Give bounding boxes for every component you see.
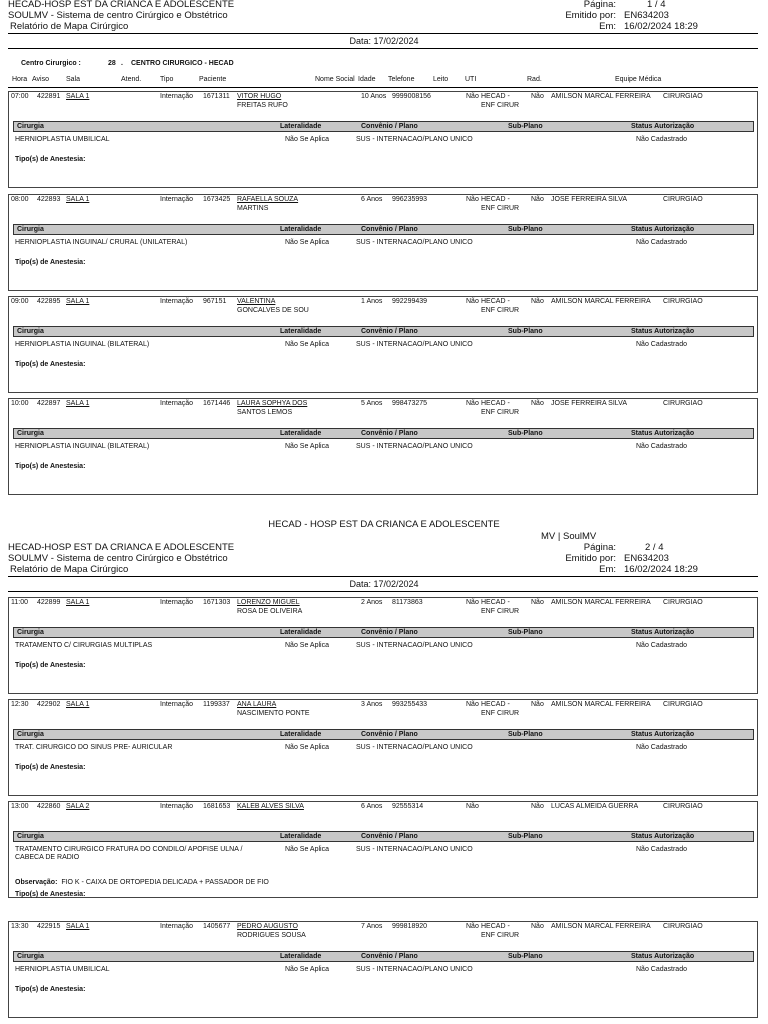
- patient-row: [9, 92, 757, 116]
- patient-row: [9, 922, 757, 946]
- funcao: CIRURGIAO: [663, 701, 703, 708]
- status-autorizacao: Não Cadastrado: [636, 642, 687, 649]
- sub-lateralidade: Lateralidade: [280, 123, 322, 130]
- sala: SALA 1: [66, 93, 90, 100]
- procedimento: HERNIOPLASTIA INGUINAL/ CRURAL (UNILATERAL): [15, 239, 188, 246]
- surgery-block: [8, 296, 758, 393]
- procedimento-linha2: CABECA DE RADIO: [15, 854, 80, 861]
- sub-convenio: Convênio / Plano: [361, 629, 418, 636]
- anestesia-label: Tipo(s) de Anestesia:: [15, 361, 86, 368]
- surgery-block: [8, 597, 758, 694]
- col-idade: Idade: [358, 76, 376, 83]
- issued-label: Emitido por:: [565, 10, 616, 21]
- paciente-linha2: SANTOS LEMOS: [237, 409, 293, 416]
- tipo: Internação: [160, 400, 194, 407]
- issued-value: EN634203: [624, 10, 669, 21]
- paciente-linha2: RODRIGUES SOUSA: [237, 932, 306, 939]
- sub-status: Status Autorização: [631, 328, 695, 335]
- procedimento: TRATAMENTO CIRURGICO FRATURA DO CONDILO/ APOFISE ULNA /: [15, 846, 243, 853]
- idade: 3 Anos: [361, 701, 383, 708]
- convenio: SUS - INTERNACAO/PLANO UNICO: [356, 744, 473, 751]
- surgery-subheader: [13, 326, 754, 337]
- sub-status: Status Autorização: [631, 953, 695, 960]
- sub-status: Status Autorização: [631, 226, 695, 233]
- paciente-linha1: LAURA SOPHYA DOS: [237, 400, 308, 407]
- page-number: 2 / 4: [645, 542, 664, 553]
- paciente-linha2: NASCIMENTO PONTE: [237, 710, 310, 717]
- patient-row: [9, 700, 757, 724]
- aviso: 422893: [37, 196, 61, 203]
- sub-status: Status Autorização: [631, 629, 695, 636]
- sub-lateralidade: Lateralidade: [280, 731, 322, 738]
- tipo: Internação: [160, 298, 194, 305]
- status-autorizacao: Não Cadastrado: [636, 744, 687, 751]
- em-label: Em:: [599, 564, 616, 575]
- col-rad: Rad.: [527, 76, 542, 83]
- report-title: Relatório de Mapa Cirúrgico: [10, 21, 129, 32]
- patient-row: [9, 802, 757, 826]
- sub-subplano: Sub-Plano: [508, 430, 543, 437]
- medico: AMILSON MARCAL FERREIRA: [551, 599, 651, 606]
- observacao-label: Observação:: [15, 879, 58, 886]
- sub-convenio: Convênio / Plano: [361, 226, 418, 233]
- sub-cirurgia: Cirurgia: [17, 123, 44, 130]
- sala: SALA 1: [66, 400, 90, 407]
- paciente-linha2: ROSA DE OLIVEIRA: [237, 608, 303, 615]
- sala: SALA 1: [66, 298, 90, 305]
- leito-linha2: ENF CIRUR: [481, 710, 520, 717]
- lateralidade: Não Se Aplica: [285, 443, 329, 450]
- surgery-subheader: [13, 428, 754, 439]
- tipo: Internação: [160, 803, 194, 810]
- paciente-linha1: PEDRO AUGUSTO: [237, 923, 298, 930]
- sub-subplano: Sub-Plano: [508, 328, 543, 335]
- telefone: 993255433: [392, 701, 428, 708]
- surgery-subheader: [13, 224, 754, 235]
- sub-lateralidade: Lateralidade: [280, 328, 322, 335]
- status-autorizacao: Não Cadastrado: [636, 443, 687, 450]
- sub-subplano: Sub-Plano: [508, 629, 543, 636]
- sub-subplano: Sub-Plano: [508, 953, 543, 960]
- aviso: 422899: [37, 599, 61, 606]
- procedimento: HERNIOPLASTIA INGUINAL (BILATERAL): [15, 341, 150, 348]
- atendimento: 1671311: [203, 93, 230, 100]
- center-code: 28: [108, 60, 116, 67]
- sub-lateralidade: Lateralidade: [280, 629, 322, 636]
- telefone: 9999008156: [392, 93, 431, 100]
- idade: 5 Anos: [361, 400, 383, 407]
- sub-status: Status Autorização: [631, 430, 695, 437]
- leito-linha1: HECAD -: [481, 196, 510, 203]
- hora: 12:30: [11, 701, 29, 708]
- funcao: CIRURGIAO: [663, 400, 703, 407]
- atendimento: 1673425: [203, 196, 231, 203]
- page-label: Página:: [583, 0, 616, 10]
- sub-cirurgia: Cirurgia: [17, 833, 44, 840]
- paciente-linha2: FREITAS RUFO: [237, 102, 288, 109]
- hora: 08:00: [11, 196, 29, 203]
- telefone: 996235993: [392, 196, 428, 203]
- convenio: SUS - INTERNACAO/PLANO UNICO: [356, 846, 473, 853]
- uti: Não: [466, 93, 479, 100]
- medico: AMILSON MARCAL FERREIRA: [551, 93, 651, 100]
- tipo: Internação: [160, 93, 194, 100]
- anestesia-label: Tipo(s) de Anestesia:: [15, 259, 86, 266]
- atendimento: 967151: [203, 298, 227, 305]
- aviso: 422895: [37, 298, 61, 305]
- divider: [8, 33, 758, 34]
- leito-linha2: ENF CIRUR: [481, 205, 520, 212]
- em-label: Em:: [599, 21, 616, 32]
- funcao: CIRURGIAO: [663, 803, 703, 810]
- telefone: 998473275: [392, 400, 428, 407]
- sub-subplano: Sub-Plano: [508, 833, 543, 840]
- sub-convenio: Convênio / Plano: [361, 833, 418, 840]
- divider: [8, 48, 758, 49]
- surgery-subheader: [13, 627, 754, 638]
- patient-row: [9, 598, 757, 622]
- rad: Não: [531, 196, 544, 203]
- leito-linha1: HECAD -: [481, 93, 510, 100]
- em-value: 16/02/2024 18:29: [624, 564, 698, 575]
- surgery-subheader: [13, 729, 754, 740]
- aviso: 422891: [37, 93, 61, 100]
- hora: 09:00: [11, 298, 29, 305]
- issued-value: EN634203: [624, 553, 669, 564]
- convenio: SUS - INTERNACAO/PLANO UNICO: [356, 136, 473, 143]
- surgery-block: [8, 801, 758, 898]
- paciente-linha2: GONCALVES DE SOU: [237, 307, 309, 314]
- patient-row: [9, 297, 757, 321]
- page-number: 1 / 4: [647, 0, 666, 10]
- telefone: 992299439: [392, 298, 428, 305]
- status-autorizacao: Não Cadastrado: [636, 341, 687, 348]
- col-aviso: Aviso: [32, 76, 49, 83]
- uti: Não: [466, 400, 479, 407]
- sub-subplano: Sub-Plano: [508, 123, 543, 130]
- rad: Não: [531, 298, 544, 305]
- sub-convenio: Convênio / Plano: [361, 123, 418, 130]
- hora: 13:00: [11, 803, 29, 810]
- lateralidade: Não Se Aplica: [285, 744, 329, 751]
- procedimento: HERNIOPLASTIA INGUINAL (BILATERAL): [15, 443, 150, 450]
- tipo: Internação: [160, 701, 194, 708]
- telefone: 92555314: [392, 803, 424, 810]
- status-autorizacao: Não Cadastrado: [636, 846, 687, 853]
- sub-convenio: Convênio / Plano: [361, 328, 418, 335]
- system-name: SOULMV - Sistema de centro Cirúrgico e Obstétrico: [8, 553, 228, 564]
- report-date: Data: 17/02/2024: [349, 579, 419, 589]
- paciente-linha1: LORENZO MIGUEL: [237, 599, 300, 606]
- uti: Não: [466, 923, 479, 930]
- idade: 10 Anos: [361, 93, 387, 100]
- uti: Não: [466, 196, 479, 203]
- anestesia-label: Tipo(s) de Anestesia:: [15, 662, 86, 669]
- idade: 7 Anos: [361, 923, 383, 930]
- divider: [8, 576, 758, 577]
- procedimento: TRAT. CIRURGICO DO SINUS PRE- AURICULAR: [15, 744, 173, 751]
- surgery-subheader: [13, 121, 754, 132]
- lateralidade: Não Se Aplica: [285, 136, 329, 143]
- uti: Não: [466, 599, 479, 606]
- observacao-text: FIO K - CAIXA DE ORTOPEDIA DELICADA + PASSADOR DE FIO: [61, 879, 269, 886]
- patient-row: [9, 195, 757, 219]
- lateralidade: Não Se Aplica: [285, 642, 329, 649]
- leito-linha1: HECAD -: [481, 599, 510, 606]
- anestesia-label: Tipo(s) de Anestesia:: [15, 764, 86, 771]
- leito-linha1: HECAD -: [481, 923, 510, 930]
- col-telefone: Telefone: [388, 76, 415, 83]
- convenio: SUS - INTERNACAO/PLANO UNICO: [356, 239, 473, 246]
- rad: Não: [531, 93, 544, 100]
- system-name: SOULMV - Sistema de centro Cirúrgico e Obstétrico: [8, 10, 228, 21]
- mv-label: MV | SoulMV: [541, 531, 597, 542]
- medico: AMILSON MARCAL FERREIRA: [551, 701, 651, 708]
- sub-convenio: Convênio / Plano: [361, 731, 418, 738]
- col-hora: Hora: [12, 76, 28, 83]
- status-autorizacao: Não Cadastrado: [636, 239, 687, 246]
- sub-lateralidade: Lateralidade: [280, 953, 322, 960]
- sala: SALA 1: [66, 196, 90, 203]
- sala: SALA 2: [66, 803, 90, 810]
- medico: AMILSON MARCAL FERREIRA: [551, 298, 651, 305]
- aviso: 422915: [37, 923, 61, 930]
- surgery-block: [8, 699, 758, 796]
- medico: JOSE FERREIRA SILVA: [551, 196, 627, 203]
- paciente-linha1: RAFAELLA SOUZA: [237, 196, 299, 203]
- sala: SALA 1: [66, 923, 90, 930]
- idade: 6 Anos: [361, 196, 383, 203]
- col-sala: Sala: [66, 76, 81, 83]
- hora: 07:00: [11, 93, 29, 100]
- procedimento: TRATAMENTO C/ CIRURGIAS MULTIPLAS: [15, 642, 153, 649]
- center-label: Centro Cirurgico :: [21, 60, 81, 67]
- divider: [8, 87, 758, 88]
- rad: Não: [531, 701, 544, 708]
- sub-lateralidade: Lateralidade: [280, 833, 322, 840]
- lateralidade: Não Se Aplica: [285, 341, 329, 348]
- tipo: Internação: [160, 923, 194, 930]
- lateralidade: Não Se Aplica: [285, 966, 329, 973]
- sub-cirurgia: Cirurgia: [17, 731, 44, 738]
- surgery-block: [8, 194, 758, 291]
- issued-label: Emitido por:: [565, 553, 616, 564]
- surgery-block: [8, 921, 758, 1018]
- leito-linha1: HECAD -: [481, 701, 510, 708]
- tipo: Internação: [160, 599, 194, 606]
- sub-convenio: Convênio / Plano: [361, 953, 418, 960]
- funcao: CIRURGIAO: [663, 196, 703, 203]
- status-autorizacao: Não Cadastrado: [636, 136, 687, 143]
- medico: AMILSON MARCAL FERREIRA: [551, 923, 651, 930]
- uti: Não: [466, 803, 479, 810]
- telefone: 81173863: [392, 599, 423, 606]
- aviso: 422902: [37, 701, 61, 708]
- lateralidade: Não Se Aplica: [285, 846, 329, 853]
- sub-subplano: Sub-Plano: [508, 226, 543, 233]
- atendimento: 1199337: [203, 701, 230, 708]
- sub-cirurgia: Cirurgia: [17, 629, 44, 636]
- observacao: [15, 879, 269, 886]
- leito-linha2: ENF CIRUR: [481, 608, 520, 615]
- col-paciente: Paciente: [199, 76, 227, 83]
- sub-status: Status Autorização: [631, 833, 695, 840]
- sub-cirurgia: Cirurgia: [17, 328, 44, 335]
- funcao: CIRURGIAO: [663, 923, 703, 930]
- col-equipe: Equipe Médica: [615, 76, 662, 83]
- em-value: 16/02/2024 18:29: [624, 21, 698, 32]
- leito-linha2: ENF CIRUR: [481, 102, 520, 109]
- medico: LUCAS ALMEIDA GUERRA: [551, 803, 639, 810]
- rad: Não: [531, 599, 544, 606]
- page-label: Página:: [583, 542, 616, 553]
- paciente-linha1: KALEB ALVES SILVA: [237, 803, 304, 810]
- patient-row: [9, 399, 757, 423]
- sub-cirurgia: Cirurgia: [17, 226, 44, 233]
- sala: SALA 1: [66, 701, 90, 708]
- lateralidade: Não Se Aplica: [285, 239, 329, 246]
- report-title: Relatório de Mapa Cirúrgico: [10, 564, 129, 575]
- sub-convenio: Convênio / Plano: [361, 430, 418, 437]
- hospital-name: HECAD-HOSP EST DA CRIANCA E ADOLESCENTE: [8, 542, 235, 553]
- funcao: CIRURGIAO: [663, 298, 703, 305]
- tipo: Internação: [160, 196, 194, 203]
- col-leito: Leito: [433, 76, 449, 83]
- paciente-linha2: MARTINS: [237, 205, 269, 212]
- idade: 6 Anos: [361, 803, 383, 810]
- uti: Não: [466, 298, 479, 305]
- anestesia-label: Tipo(s) de Anestesia:: [15, 986, 86, 993]
- leito-linha1: HECAD -: [481, 400, 510, 407]
- paciente-linha1: VALENTINA: [237, 298, 276, 305]
- atendimento: 1671303: [203, 599, 231, 606]
- sub-lateralidade: Lateralidade: [280, 226, 322, 233]
- atendimento: 1681653: [203, 803, 231, 810]
- telefone: 999818920: [392, 923, 428, 930]
- convenio: SUS - INTERNACAO/PLANO UNICO: [356, 443, 473, 450]
- col-tipo: Tipo: [160, 76, 174, 83]
- procedimento: HERNIOPLASTIA UMBILICAL: [15, 966, 110, 973]
- atendimento: 1671446: [203, 400, 231, 407]
- uti: Não: [466, 701, 479, 708]
- col-nome-social: Nome Social: [315, 76, 355, 83]
- surgery-subheader: [13, 831, 754, 842]
- center-dot: .: [121, 60, 123, 67]
- funcao: CIRURGIAO: [663, 599, 703, 606]
- convenio: SUS - INTERNACAO/PLANO UNICO: [356, 966, 473, 973]
- leito-linha2: ENF CIRUR: [481, 932, 520, 939]
- hora: 11:00: [11, 599, 28, 606]
- hospital-name: HECAD-HOSP EST DA CRIANCA E ADOLESCENTE: [8, 0, 235, 10]
- anestesia-label: Tipo(s) de Anestesia:: [15, 463, 86, 470]
- rad: Não: [531, 400, 544, 407]
- sub-lateralidade: Lateralidade: [280, 430, 322, 437]
- col-uti: UTI: [465, 76, 477, 83]
- hora: 13:30: [11, 923, 29, 930]
- surgery-subheader: [13, 951, 754, 962]
- sala: SALA 1: [66, 599, 90, 606]
- sub-status: Status Autorização: [631, 731, 695, 738]
- medico: JOSE FERREIRA SILVA: [551, 400, 627, 407]
- anestesia-label: Tipo(s) de Anestesia:: [15, 891, 86, 898]
- convenio: SUS - INTERNACAO/PLANO UNICO: [356, 341, 473, 348]
- paciente-linha1: ANA LAURA: [237, 701, 277, 708]
- atendimento: 1405677: [203, 923, 231, 930]
- funcao: CIRURGIAO: [663, 93, 703, 100]
- sub-subplano: Sub-Plano: [508, 731, 543, 738]
- idade: 2 Anos: [361, 599, 383, 606]
- leito-linha2: ENF CIRUR: [481, 307, 520, 314]
- surgery-block: [8, 398, 758, 495]
- surgery-block: [8, 91, 758, 188]
- leito-linha1: HECAD -: [481, 298, 510, 305]
- procedimento: HERNIOPLASTIA UMBILICAL: [15, 136, 110, 143]
- paciente-linha1: VITOR HUGO: [237, 93, 282, 100]
- idade: 1 Anos: [361, 298, 383, 305]
- status-autorizacao: Não Cadastrado: [636, 966, 687, 973]
- divider: [8, 591, 758, 592]
- sub-cirurgia: Cirurgia: [17, 430, 44, 437]
- page-2-title: HECAD - HOSP EST DA CRIANCA E ADOLESCENTE: [268, 519, 500, 530]
- sub-cirurgia: Cirurgia: [17, 953, 44, 960]
- aviso: 422897: [37, 400, 61, 407]
- rad: Não: [531, 803, 544, 810]
- sub-status: Status Autorização: [631, 123, 695, 130]
- col-atend: Atend.: [121, 76, 142, 83]
- hora: 10:00: [11, 400, 29, 407]
- rad: Não: [531, 923, 544, 930]
- convenio: SUS - INTERNACAO/PLANO UNICO: [356, 642, 473, 649]
- center-name: CENTRO CIRURGICO - HECAD: [131, 60, 234, 67]
- leito-linha2: ENF CIRUR: [481, 409, 520, 416]
- report-date: Data: 17/02/2024: [349, 36, 419, 46]
- aviso: 422860: [37, 803, 61, 810]
- anestesia-label: Tipo(s) de Anestesia:: [15, 156, 86, 163]
